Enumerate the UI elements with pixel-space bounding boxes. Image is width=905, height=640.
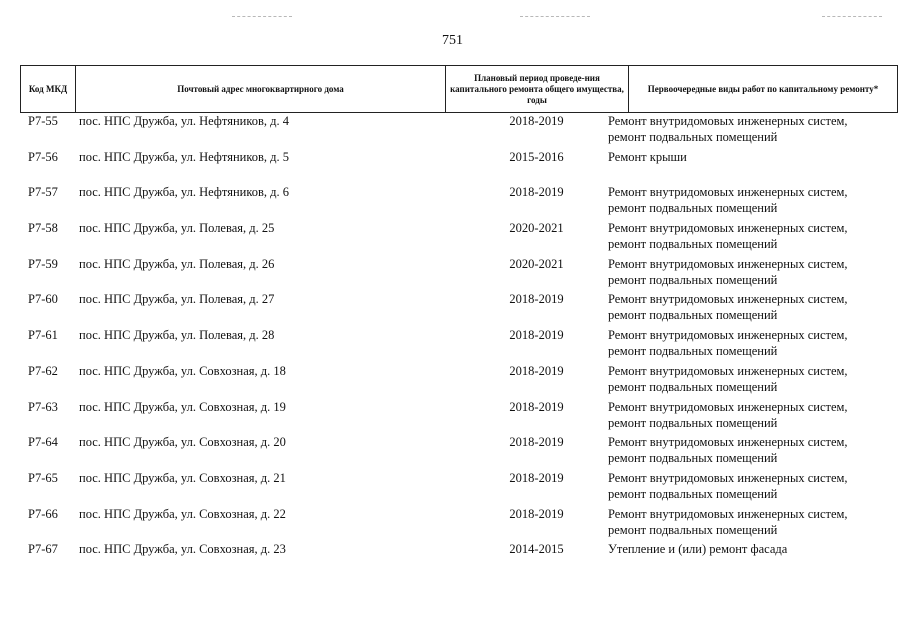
row-works-line: ремонт подвальных помещений [608,308,778,323]
row-code: Р7-58 [28,221,58,236]
row-works-line: Ремонт внутридомовых инженерных систем, [608,506,848,521]
row-works-line: ремонт подвальных помещений [608,451,778,466]
row-period: 2018-2019 [509,363,564,378]
row-works [608,149,898,165]
table-row [20,505,898,541]
table-row [20,398,898,434]
row-code: Р7-59 [28,256,58,271]
row-address: пос. НПС Дружба, ул. Нефтяников, д. 4 [79,114,290,128]
scan-artifact-line [822,16,882,17]
row-period: 2018-2019 [509,506,564,521]
scan-artifact-line [232,16,292,17]
table-row [20,469,898,505]
row-works-line: ремонт подвальных помещений [608,415,778,430]
row-works [608,399,898,431]
row-works [608,256,898,288]
row-address: пос. НПС Дружба, ул. Полевая, д. 28 [79,328,275,343]
row-period: 2018-2019 [509,470,564,485]
row-address: пос. НПС Дружба, ул. Совхозная, д. 19 [79,399,286,414]
row-code: Р7-63 [28,399,58,414]
row-code: Р7-55 [28,114,58,128]
row-works [608,541,898,557]
row-code: Р7-65 [28,470,58,485]
table-row [20,362,898,398]
table-row [20,290,898,326]
row-works-line: ремонт подвальных помещений [608,130,778,144]
row-works [608,113,898,145]
row-works [608,470,898,502]
row-works-line: ремонт подвальных помещений [608,201,778,216]
table-row [20,255,898,291]
row-period: 2018-2019 [509,399,564,414]
page-number: 751 [442,33,463,48]
row-code: Р7-64 [28,435,58,450]
row-works [608,184,898,216]
row-works [608,220,898,252]
row-works-line: Ремонт внутридомовых инженерных систем, [608,363,848,378]
row-code: Р7-67 [28,542,58,557]
row-works-line: Ремонт внутридомовых инженерных систем, [608,435,848,450]
table-row [20,219,898,255]
table-row [20,112,898,148]
row-works-line: Ремонт внутридомовых инженерных систем, [608,328,848,343]
row-code: Р7-66 [28,506,58,521]
row-works [608,327,898,359]
row-address: пос. НПС Дружба, ул. Совхозная, д. 18 [79,363,286,378]
row-works-line: Ремонт внутридомовых инженерных систем, [608,292,848,307]
row-period: 2020-2021 [509,256,564,271]
row-works-line: ремонт подвальных помещений [608,379,778,394]
row-works [608,434,898,466]
table-row [20,183,898,219]
row-code: Р7-56 [28,149,58,164]
row-works [608,363,898,395]
table-row [20,148,898,184]
row-works-line: ремонт подвальных помещений [608,486,778,501]
row-works [608,506,898,538]
row-address: пос. НПС Дружба, ул. Полевая, д. 25 [79,221,275,236]
row-works-line: Ремонт внутридомовых инженерных систем, [608,470,848,485]
row-works-line: Утепление и (или) ремонт фасада [608,542,788,557]
row-address: пос. НПС Дружба, ул. Нефтяников, д. 6 [79,185,290,200]
row-address: пос. НПС Дружба, ул. Полевая, д. 26 [79,256,275,271]
row-period: 2018-2019 [509,435,564,450]
table-row [20,326,898,362]
row-works-line: ремонт подвальных помещений [608,522,778,537]
row-works-line: Ремонт внутридомовых инженерных систем, [608,221,848,236]
row-address: пос. НПС Дружба, ул. Совхозная, д. 23 [79,542,286,557]
scan-artifact-line [520,16,590,17]
table-header [20,65,898,113]
row-works-line: Ремонт внутридомовых инженерных систем, [608,114,848,128]
row-code: Р7-60 [28,292,58,307]
row-code: Р7-61 [28,328,58,343]
row-period: 2014-2015 [509,542,564,557]
header-code: Код МКД [20,66,75,112]
row-address: пос. НПС Дружба, ул. Совхозная, д. 20 [79,435,286,450]
row-works-line: ремонт подвальных помещений [608,272,778,287]
row-works-line: Ремонт внутридомовых инженерных систем, [608,399,848,414]
table-row [20,540,898,576]
row-code: Р7-62 [28,363,58,378]
header-works: Первоочередные виды работ по капитальному ремонту* [628,66,898,112]
row-period: 2018-2019 [509,185,564,200]
table-body [20,112,898,576]
row-period: 2020-2021 [509,221,564,236]
row-period: 2018-2019 [509,292,564,307]
row-period: 2018-2019 [509,328,564,343]
header-period: Плановый период проведе-ния капитального ремонта общего имущества, годы [445,66,628,112]
row-works-line: Ремонт крыши [608,149,687,164]
row-period: 2018-2019 [509,114,564,128]
row-works-line: ремонт подвальных помещений [608,344,778,359]
row-address: пос. НПС Дружба, ул. Нефтяников, д. 5 [79,149,290,164]
row-period: 2015-2016 [509,149,564,164]
row-works [608,291,898,323]
row-address: пос. НПС Дружба, ул. Совхозная, д. 21 [79,470,286,485]
row-works-line: ремонт подвальных помещений [608,237,778,252]
table-row [20,433,898,469]
row-works-line: Ремонт внутридомовых инженерных систем, [608,185,848,200]
row-address: пос. НПС Дружба, ул. Совхозная, д. 22 [79,506,286,521]
row-works-line: Ремонт внутридомовых инженерных систем, [608,256,848,271]
row-code: Р7-57 [28,185,58,200]
row-address: пос. НПС Дружба, ул. Полевая, д. 27 [79,292,275,307]
header-address: Почтовый адрес многоквартирного дома [75,66,445,112]
